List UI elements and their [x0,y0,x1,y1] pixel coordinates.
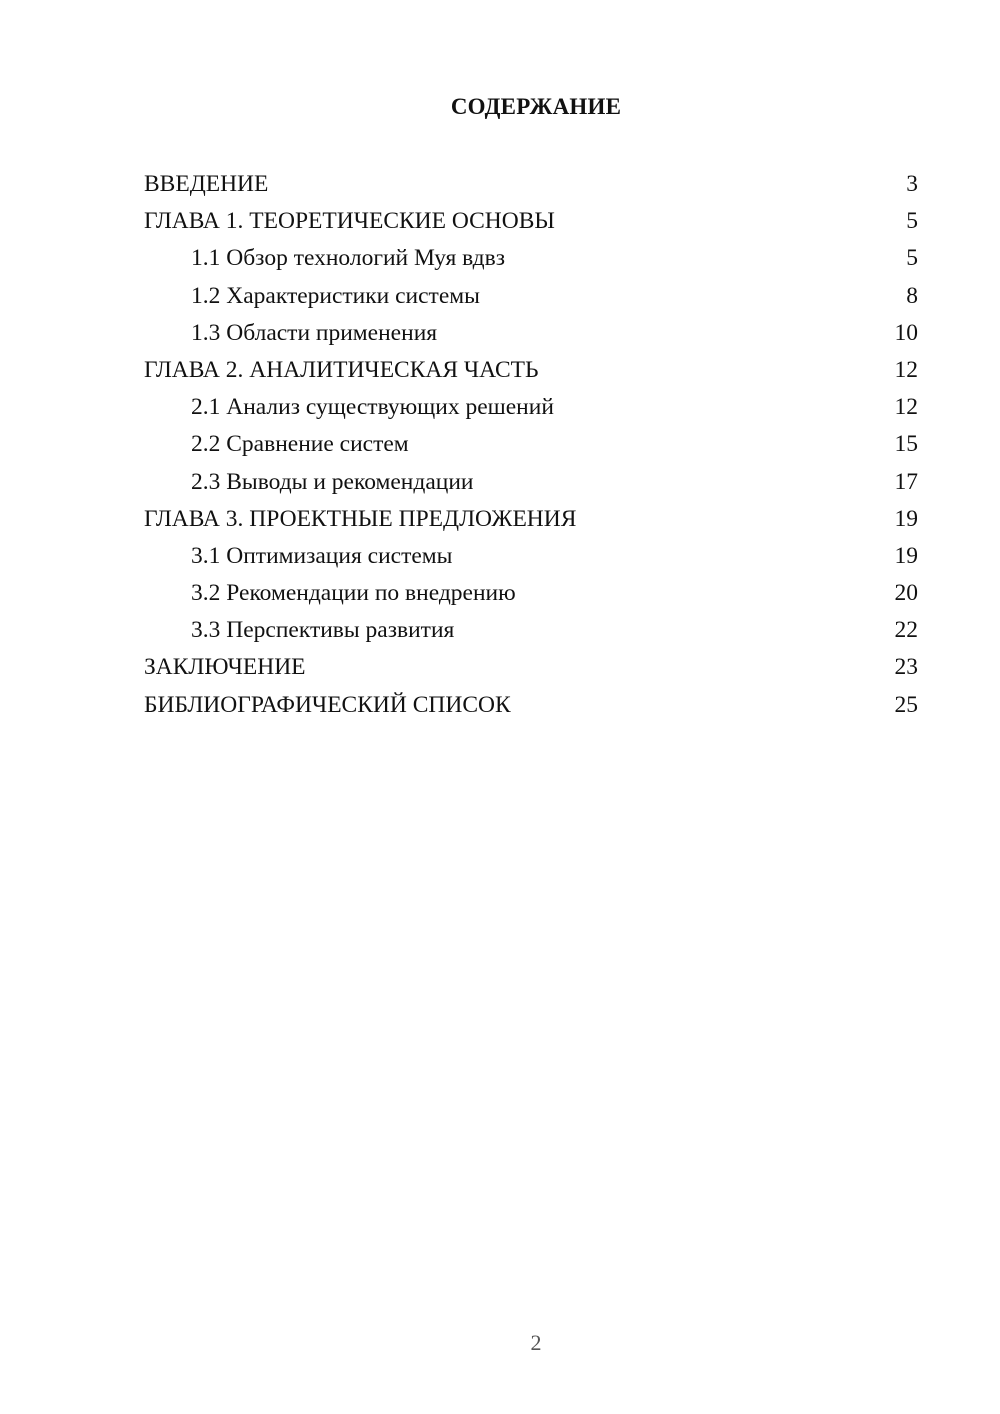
toc-entry-label: 1.1 Обзор технологий Муя вдвз [191,245,506,272]
toc-entry-label: 3.3 Перспективы развития [191,617,455,644]
toc-entry-page: 8 [906,282,918,309]
toc-entry-label: 3.2 Рекомендации по внедрению [191,580,516,607]
toc-entry [144,240,918,277]
toc-entry-page: 19 [894,505,918,532]
toc-title: СОДЕРЖАНИЕ [450,94,622,119]
toc-entry-page: 10 [894,319,918,346]
toc-entry-label: 2.1 Анализ существующих решений [191,394,554,421]
toc-entry-page: 20 [894,580,918,607]
toc-entry-page: 25 [894,691,918,718]
toc-entry [144,649,918,686]
page-number: 2 [530,1330,542,1355]
toc-entry-page: 19 [894,542,918,569]
toc-entry-label: ЗАКЛЮЧЕНИЕ [144,654,306,681]
toc-entry [144,612,918,649]
toc-entry-label: БИБЛИОГРАФИЧЕСКИЙ СПИСОК [144,691,511,718]
toc-entry-page: 12 [894,356,918,383]
toc-entry [144,389,918,426]
toc-entry-label: ВВЕДЕНИЕ [144,171,269,197]
table-of-contents [144,166,918,724]
toc-entry-page: 3 [906,171,918,197]
toc-entry [144,278,918,315]
toc-entry-label: 2.2 Сравнение систем [191,431,409,458]
toc-entry-page: 12 [894,394,918,421]
toc-entry-label: ГЛАВА 3. ПРОЕКТНЫЕ ПРЕДЛОЖЕНИЯ [144,505,577,532]
toc-entry-label: 1.3 Области применения [191,319,438,346]
toc-entry [144,501,918,538]
toc-entry-page: 23 [894,654,918,681]
toc-entry [144,203,918,240]
toc-entry [144,538,918,575]
toc-entry [144,352,918,389]
toc-entry-label: 3.1 Оптимизация системы [191,542,453,569]
toc-entry-label: ГЛАВА 1. ТЕОРЕТИЧЕСКИЕ ОСНОВЫ [144,208,555,235]
toc-entry [144,687,918,724]
toc-entry [144,166,918,203]
toc-entry [144,464,918,501]
toc-entry-page: 17 [894,468,918,495]
toc-entry [144,575,918,612]
toc-entry-page: 5 [906,208,918,235]
toc-entry [144,426,918,463]
toc-entry-page: 15 [894,431,918,458]
toc-entry [144,315,918,352]
toc-entry-label: 1.2 Характеристики системы [191,282,480,309]
toc-entry-label: 2.3 Выводы и рекомендации [191,468,474,495]
toc-entry-label: ГЛАВА 2. АНАЛИТИЧЕСКАЯ ЧАСТЬ [144,356,539,383]
toc-entry-page: 22 [894,617,918,644]
toc-entry-page: 5 [906,245,918,272]
